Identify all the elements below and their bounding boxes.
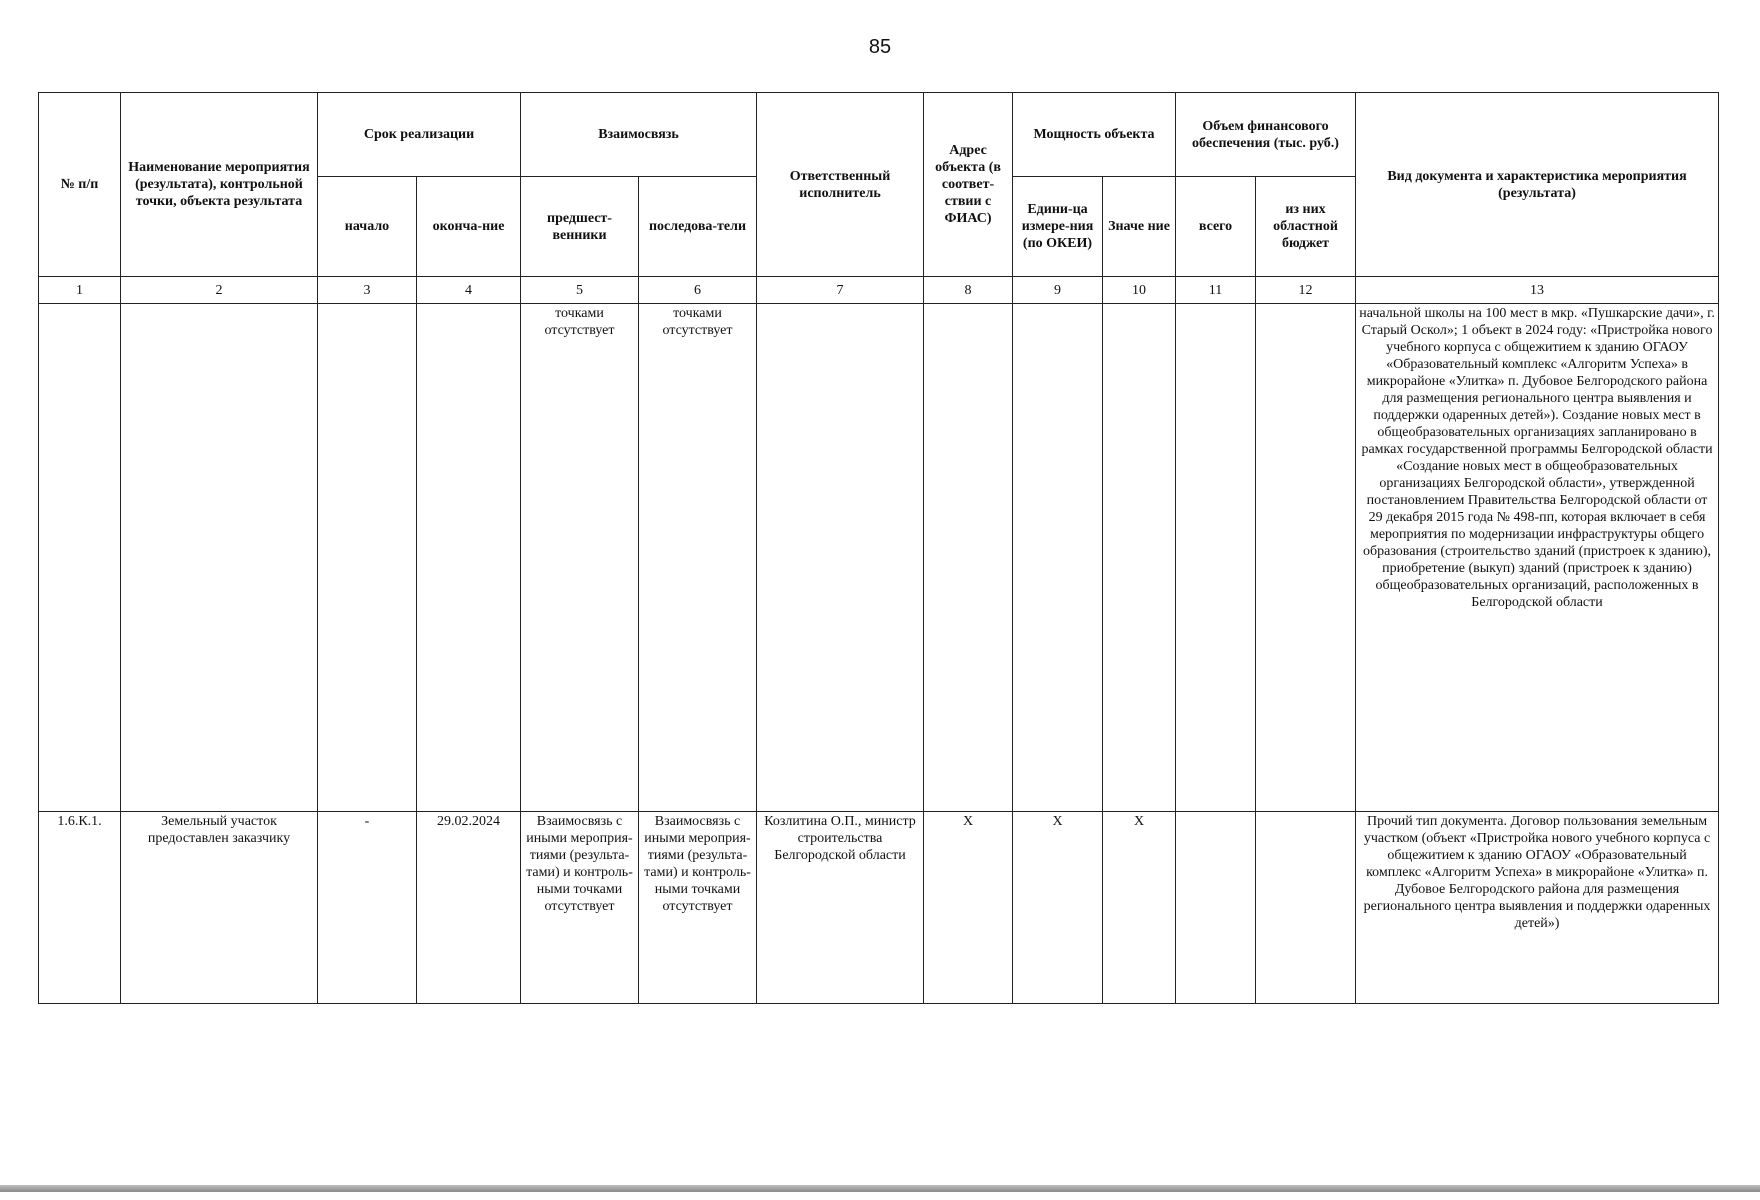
header-regional-budget: из них областной бюджет (1256, 177, 1356, 277)
header-address: Адрес объекта (в соответ-ствии с ФИАС) (924, 93, 1013, 277)
cell-successors: точками отсутствует (639, 304, 757, 812)
column-number-row (39, 277, 1719, 304)
header-number: № п/п (39, 93, 121, 277)
cell-unit: Х (1013, 812, 1103, 1004)
scan-edge-bar (0, 1185, 1760, 1192)
cell-predecessors: точками отсутствует (521, 304, 639, 812)
header-total: всего (1176, 177, 1256, 277)
column-number: 1 (39, 277, 121, 304)
cell-name (121, 304, 318, 812)
header-start: начало (318, 177, 417, 277)
header-predecessors: предшест-венники (521, 177, 639, 277)
header-successors: последова-тели (639, 177, 757, 277)
header-document-type: Вид документа и характеристика мероприятия (результата) (1356, 93, 1719, 277)
cell-end: 29.02.2024 (417, 812, 521, 1004)
cell-name: Земельный участок предоставлен заказчику (121, 812, 318, 1004)
cell-successors: Взаимосвязь с иными мероприя-тиями (результа-тами) и контроль-ными точками отсутствует (639, 812, 757, 1004)
cell-responsible (757, 304, 924, 812)
column-number: 10 (1103, 277, 1176, 304)
cell-start (318, 304, 417, 812)
column-number: 5 (521, 277, 639, 304)
cell-end (417, 304, 521, 812)
cell-start: - (318, 812, 417, 1004)
cell-regional-budget (1256, 304, 1356, 812)
cell-value: Х (1103, 812, 1176, 1004)
cell-regional-budget (1256, 812, 1356, 1004)
column-number: 7 (757, 277, 924, 304)
cell-address: Х (924, 812, 1013, 1004)
header-unit: Едини-ца измере-ния (по ОКЕИ) (1013, 177, 1103, 277)
column-number: 12 (1256, 277, 1356, 304)
header-capacity: Мощность объекта (1013, 93, 1176, 177)
header-implementation-period: Срок реализации (318, 93, 521, 177)
header-financing: Объем финансового обеспечения (тыс. руб.) (1176, 93, 1356, 177)
column-number: 8 (924, 277, 1013, 304)
activities-table (38, 92, 1719, 1004)
cell-address (924, 304, 1013, 812)
table-row (39, 812, 1719, 1004)
cell-unit (1013, 304, 1103, 812)
column-number: 2 (121, 277, 318, 304)
column-number: 11 (1176, 277, 1256, 304)
cell-total (1176, 812, 1256, 1004)
cell-document: Прочий тип документа. Договор пользования земельным участком (объект «Пристройка нового учебного корпуса с общежитием к зданию ОГАОУ «Образовательный комплекс «Алгоритм Успеха» в микрорайоне «Улитка» п. Дубовое Белгородского района для размещения регионального центра выявления и поддержки одаренных детей») (1356, 812, 1719, 1004)
column-number: 9 (1013, 277, 1103, 304)
column-number: 6 (639, 277, 757, 304)
table-row (39, 304, 1719, 812)
cell-predecessors: Взаимосвязь с иными мероприя-тиями (результа-тами) и контроль-ными точками отсутствует (521, 812, 639, 1004)
header-relationship: Взаимосвязь (521, 93, 757, 177)
cell-document: начальной школы на 100 мест в мкр. «Пушкарские дачи», г. Старый Оскол»; 1 объект в 2024 году: «Пристройка нового учебного корпуса с общежитием к зданию ОГАОУ «Образовательный комплекс «Алгоритм Успеха» в микрорайоне «Улитка» п. Дубовое Белгородского района для размещения регионального центра выявления и поддержки одаренных детей»). Создание новых мест в общеобразовательных организациях запланировано в рамках государственной программы Белгородской области «Создание новых мест в общеобразовательных организациях Белгородской области», утвержденной постановлением Правительства Белгородской области от 29 декабря 2015 года № 498-пп, которая включает в себя мероприятия по модернизации инфраструктуры общего образования (строительство зданий (пристроек к зданию), приобретение (выкуп) зданий (пристроек к зданию) общеобразовательных организаций, расположенных в Белгородской области (1356, 304, 1719, 812)
cell-number (39, 304, 121, 812)
header-end: оконча-ние (417, 177, 521, 277)
column-number: 13 (1356, 277, 1719, 304)
header-responsible: Ответственный исполнитель (757, 93, 924, 277)
column-number: 4 (417, 277, 521, 304)
cell-number: 1.6.К.1. (39, 812, 121, 1004)
header-value: Значе ние (1103, 177, 1176, 277)
header-name: Наименование мероприятия (результата), контрольной точки, объекта результата (121, 93, 318, 277)
page-number: 85 (868, 36, 892, 58)
column-number: 3 (318, 277, 417, 304)
cell-value (1103, 304, 1176, 812)
cell-responsible: Козлитина О.П., министр строительства Белгородской области (757, 812, 924, 1004)
cell-total (1176, 304, 1256, 812)
